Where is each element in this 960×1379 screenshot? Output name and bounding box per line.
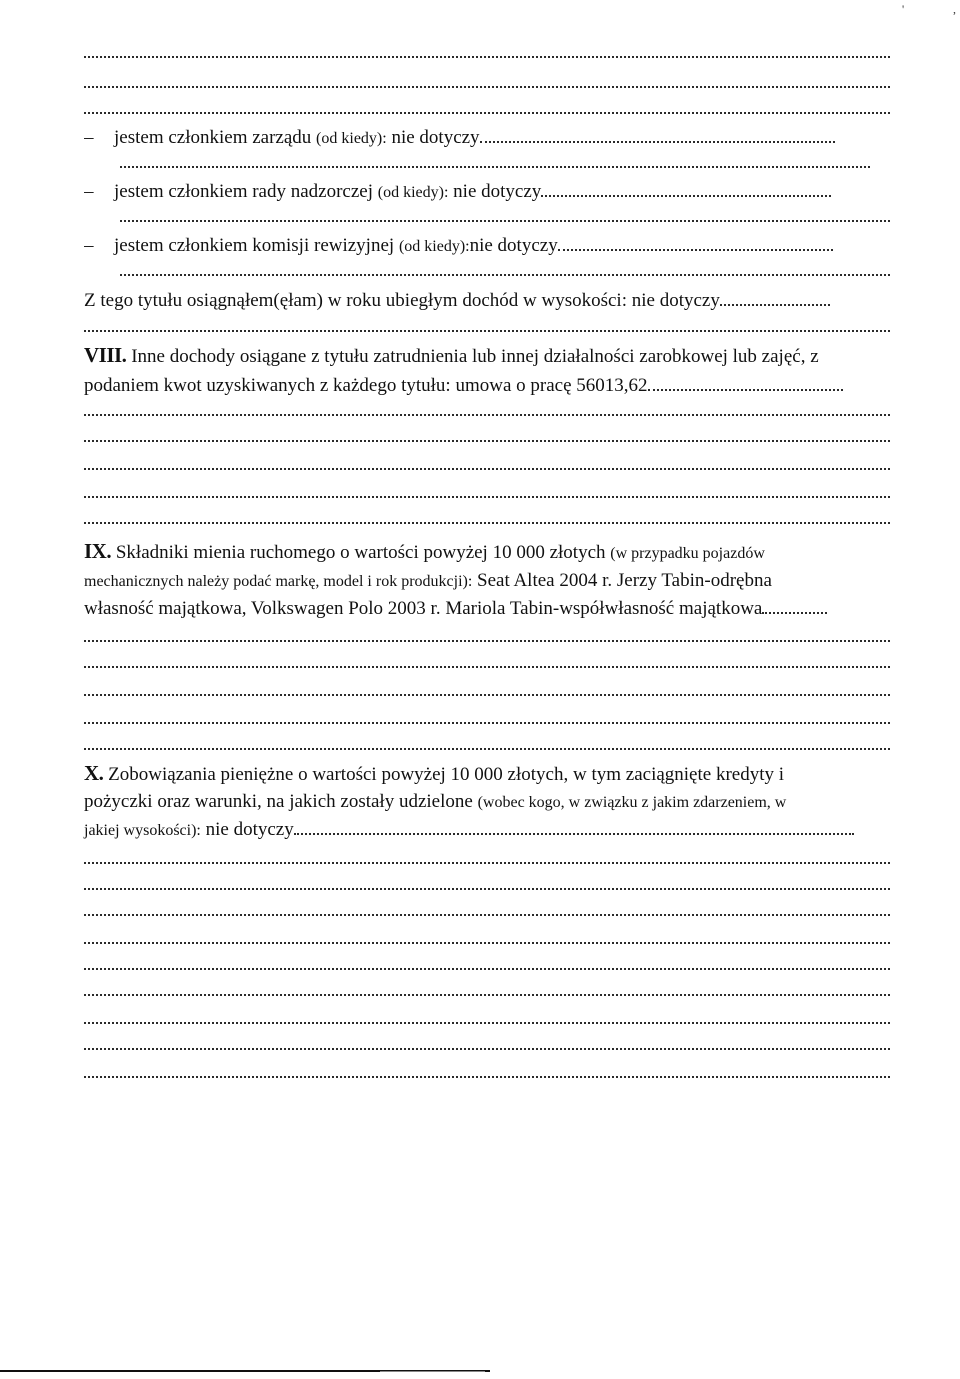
section-ix-number: IX. [84,539,112,563]
section-ix-text-1: Składniki mienia ruchomego o wartości powyżej 10 000 złotych [115,542,606,563]
bullet-dash: – [84,235,94,256]
blank-dotted-line [120,220,890,222]
section-x-text-3-small: jakiej wysokości): [84,822,201,839]
blank-dotted-line [84,862,890,864]
section-viii-number: VIII. [84,343,127,367]
membership-audit-value: nie dotyczy [469,235,558,256]
bullet-dash: – [84,181,94,202]
membership-supervisory-line [84,180,890,205]
membership-income-label: Z tego tytułu osiągnąłem(ęłam) w roku ubiegłym dochód w wysokości: [84,290,627,311]
section-ix-value-1: Seat Altea 2004 r. Jerzy Tabin-odrębna [477,570,772,591]
membership-audit-line [84,234,890,259]
corner-mark: , [953,2,956,16]
blank-dotted-line [84,968,890,970]
blank-dotted-line [84,56,890,58]
section-x [84,760,890,844]
blank-dotted-line [84,86,890,88]
section-x-text-1: Zobowiązania pieniężne o wartości powyżej 10 000 złotych, w tym zaciągnięte kredyty i [108,764,785,785]
blank-dotted-line [84,914,890,916]
blank-dotted-line [84,112,890,114]
blank-dotted-line [84,1076,890,1078]
section-viii-text-1: Inne dochody osiągane z tytułu zatrudnienia lub innej działalności zarobkowej lub zajęć, z [131,346,819,367]
membership-board-line [84,126,890,151]
blank-dotted-line [84,496,890,498]
membership-supervisory-value: nie dotyczy [453,181,542,202]
section-x-text-2: pożyczki oraz warunki, na jakich zostały udzielone [84,791,473,812]
bullet-dash: – [84,127,94,148]
corner-mark: ' [902,2,905,16]
section-ix-value-2: własność majątkowa, Volkswagen Polo 2003 r. Mariola Tabin-współwłasność majątkowa [84,598,763,619]
membership-audit-label: jestem członkiem komisji rewizyjnej [114,235,395,256]
blank-dotted-line [84,1048,890,1050]
blank-dotted-line [84,994,890,996]
section-ix-text-2-small: mechanicznych należy podać markę, model i rok produkcji): [84,573,473,590]
membership-income-value: nie dotyczy [631,290,720,311]
membership-board-label: jestem członkiem zarządu [114,127,312,148]
membership-board-value: nie dotyczy [391,127,480,148]
section-ix [84,538,890,622]
blank-dotted-line [84,694,890,696]
membership-income-line [84,289,890,313]
blank-dotted-line [84,522,890,524]
blank-dotted-line [84,468,890,470]
blank-dotted-line [84,1022,890,1024]
section-viii-value: umowa o pracę 56013,62 [455,375,648,396]
blank-dotted-line [120,166,870,168]
blank-dotted-line [84,888,890,890]
blank-dotted-line [84,330,890,332]
section-ix-text-1-small: (w przypadku pojazdów [610,545,765,562]
section-x-value: nie dotyczy [205,819,294,840]
membership-supervisory-since-label: (od kiedy): [377,184,449,201]
blank-dotted-line [84,414,890,416]
section-x-text-2-small: (wobec kogo, w związku z jakim zdarzeniem, w [477,794,787,811]
blank-dotted-line [84,722,890,724]
membership-audit-since-label: (od kiedy): [398,238,470,255]
blank-dotted-line [84,942,890,944]
blank-dotted-line [84,440,890,442]
section-x-number: X. [84,761,104,785]
section-viii [84,342,890,399]
blank-dotted-line [84,748,890,750]
blank-dotted-line [84,666,890,668]
blank-dotted-line [120,274,890,276]
membership-board-since-label: (od kiedy): [316,130,387,147]
membership-supervisory-label: jestem członkiem rady nadzorczej [114,181,374,202]
section-viii-text-2: podaniem kwot uzyskiwanych z każdego tytułu: [84,375,451,396]
blank-dotted-line [84,640,890,642]
footer-rule-faint [380,1371,485,1372]
